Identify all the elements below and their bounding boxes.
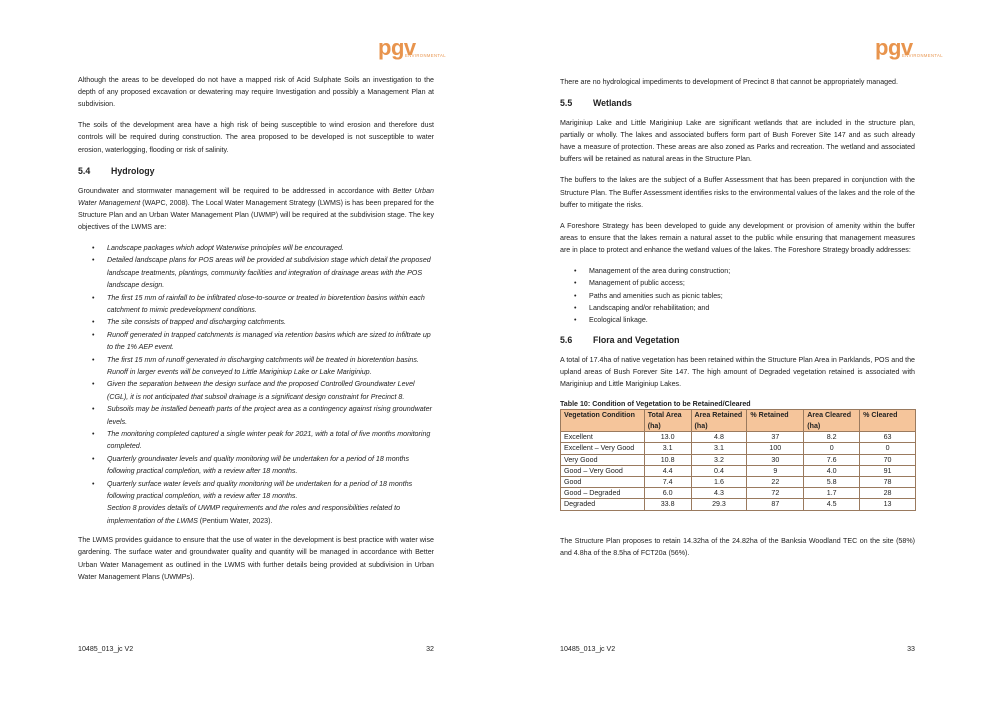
column-header: Vegetation Condition: [561, 410, 645, 432]
section-heading-flora: [560, 334, 915, 346]
section-number: 5.4: [78, 165, 91, 176]
list-item: • The monitoring completed captured a single winter peak for 2021, with a total of five months monitoring completed.: [78, 428, 434, 453]
table-cell: 0.4: [691, 465, 747, 476]
table-cell: 8.2: [804, 432, 860, 443]
table-cell: Excellent: [561, 432, 645, 443]
table-row: [561, 499, 916, 510]
document-reference: 10485_013_jc V2: [78, 644, 134, 653]
table-cell: 22: [747, 476, 804, 487]
table-row: [561, 476, 916, 487]
table-cell: 9: [747, 465, 804, 476]
list-item: • Management of the area during construction;: [560, 265, 915, 277]
list-item: • Detailed landscape plans for POS areas will be provided at subdivision stage which detail the proposed landscape treatments, plantings, community facilities and integration of drainage areas with the POS landscape design.: [78, 254, 434, 291]
page-33-content: [560, 76, 915, 568]
lwms-objectives-list: [78, 242, 434, 527]
acid-sulphate-paragraph: Although the areas to be developed do not have a mapped risk of Acid Sulphate Soils an investigation to the depth of any proposed excavation or dewatering may require Investigation and possibly a Management Plan at subdivision.: [78, 76, 434, 109]
table-row: [561, 465, 916, 476]
logo-subtitle: ENVIRONMENTAL: [405, 53, 446, 58]
page-32: [0, 0, 496, 702]
list-item: • Landscape packages which adopt Waterwise principles will be encouraged.: [78, 242, 434, 254]
table-row: [561, 488, 916, 499]
table-cell: 78: [860, 476, 916, 487]
table-cell: 87: [747, 499, 804, 510]
table-cell: 3.1: [644, 443, 691, 454]
table-cell: 3.1: [691, 443, 747, 454]
table-cell: 29.3: [691, 499, 747, 510]
table-cell: 72: [747, 488, 804, 499]
section-number: 5.6: [560, 334, 573, 345]
column-header: Area Cleared (ha): [804, 410, 860, 432]
column-header: % Cleared: [860, 410, 916, 432]
column-header: Area Retained (ha): [691, 410, 747, 432]
section-title: Hydrology: [111, 165, 155, 176]
table-cell: 70: [860, 454, 916, 465]
hydrology-conclusion-paragraph: There are no hydrological impediments to development of Precinct 8 that cannot be appropriately managed.: [560, 78, 898, 86]
page-number: 33: [907, 644, 915, 653]
table-header-row: [561, 410, 916, 432]
section-title: Flora and Vegetation: [593, 334, 680, 345]
column-header: % Retained: [747, 410, 804, 432]
table-cell: 6.0: [644, 488, 691, 499]
list-item: • Quarterly surface water levels and quality monitoring will be undertaken for a period of 18 months following practical completion, with a review after 18 months. Section 8 provides details of UWMP requirements and the roles and responsibilities related to implementation of the LWMS (Pentium Water, 2023).: [78, 478, 434, 528]
list-item: • Given the separation between the design surface and the proposed Controlled Groundwater Level (CGL), it is not anticipated that subsoil drainage is a significant design constraint for Precinct 8.: [78, 378, 434, 403]
uwmp-note: Section 8 provides details of UWMP requirements and the roles and responsibilities related to implementation of the LWMS (Pentium Water, 2023).: [107, 504, 401, 525]
groundwater-paragraph: Groundwater and stormwater management will be required to be addressed in accordance with Better Urban Water Management (WAPC, 2008). The Local Water Management Strategy (LWMS) is has been prepared for the Structure Plan and an Urban Water Management Plan (UWMP) will be required at the subdivision stage. The key objectives of the LWMS are:: [78, 186, 434, 232]
table-cell: 0: [804, 443, 860, 454]
table-row: [561, 443, 916, 454]
section-heading-hydrology: [78, 165, 434, 177]
column-header: Total Area (ha): [644, 410, 691, 432]
native-vegetation-paragraph: A total of 17.4ha of native vegetation has been retained within the Structure Plan Area in Parklands, POS and the upland areas of Bush Forever Site 147. The high amount of Degraded vegetation retained is associated with Mariginiup and Little Mariginiup Lakes.: [560, 355, 915, 389]
table-cell: Excellent – Very Good: [561, 443, 645, 454]
logo-mark: pgv: [875, 35, 913, 60]
banksia-woodland-paragraph: The Structure Plan proposes to retain 14.32ha of the 24.82ha of the Banksia Woodland TEC on the site (58%) and 4.8ha of the 8.5ha of FCT20a (56%).: [560, 536, 915, 557]
list-item: • Runoff generated in trapped catchments is managed via retention basins which are sized to infiltrate up to the 1% AEP event.: [78, 329, 434, 354]
list-item: • The first 15 mm of runoff generated in discharging catchments will be treated in bioretention basins. Runoff in larger events will be conveyed to Little Mariginiup Lake or Lake Mariginiup.: [78, 354, 434, 379]
wetlands-paragraph: Mariginiup Lake and Little Mariginiup Lake are significant wetlands that are included in the structure plan, partially or wholly. The lakes and associated buffers form part of Bush Forever Site 147 and as such already have a measure of protection. These areas are also zoned as Parks and recreation. The wetland and associated buffers will be retained as natural areas in the Structure Plan.: [560, 118, 915, 164]
table-cell: Good: [561, 476, 645, 487]
logo-mark: pgv: [378, 35, 416, 60]
table-cell: 7.4: [644, 476, 691, 487]
vegetation-condition-table: [560, 409, 916, 510]
table-cell: Degraded: [561, 499, 645, 510]
list-item: • Management of public access;: [560, 277, 915, 289]
table-row: [561, 454, 916, 465]
table-cell: 7.6: [804, 454, 860, 465]
list-item: • The first 15 mm of rainfall to be infiltrated close-to-source or treated in bioretention basins within each catchment to mimic predevelopment conditions.: [78, 292, 434, 317]
table-cell: 63: [860, 432, 916, 443]
list-item: • Subsoils may be installed beneath parts of the project area as a contingency against rising groundwater levels.: [78, 403, 434, 428]
table-cell: 5.8: [804, 476, 860, 487]
list-item: • Ecological linkage.: [560, 314, 915, 326]
section-number: 5.5: [560, 97, 573, 108]
table-cell: 4.3: [691, 488, 747, 499]
list-item: • Quarterly groundwater levels and quality monitoring will be undertaken for a period of 18 months following practical completion, with a review after 18 months.: [78, 453, 434, 478]
table-cell: Good – Degraded: [561, 488, 645, 499]
list-item: • Landscaping and/or rehabilitation; and: [560, 302, 915, 314]
section-title: Wetlands: [593, 97, 632, 108]
list-item: • The site consists of trapped and discharging catchments.: [78, 316, 434, 328]
page-footer: [560, 643, 915, 655]
foreshore-strategy-list: [560, 265, 915, 327]
table-cell: 91: [860, 465, 916, 476]
table-cell: 37: [747, 432, 804, 443]
page-32-content: [78, 74, 434, 592]
logo-subtitle: ENVIRONMENTAL: [902, 53, 943, 58]
table-cell: 1.6: [691, 476, 747, 487]
table-cell: 1.7: [804, 488, 860, 499]
table-cell: 10.8: [644, 454, 691, 465]
table-cell: 13.0: [644, 432, 691, 443]
table-cell: Good – Very Good: [561, 465, 645, 476]
table-cell: Very Good: [561, 454, 645, 465]
lwms-guidance-paragraph: The LWMS provides guidance to ensure that the use of water in the development is best practice with water wise gardening. The surface water and groundwater quality and quantity will be managed in accordance with Better Urban Water Management as outlined in the LWMS with further details being provided at subdivision in Urban Water Management Plans (UWMPs).: [78, 536, 434, 581]
foreshore-paragraph: A Foreshore Strategy has been developed to guide any development or provision of amenity within the buffer areas to ensure that the lakes remain a natural asset to the public while ensuring that management measures are in place to protect and enhance the wetland values of the lakes. The Foreshore Strategy broadly addresses:: [560, 221, 915, 254]
table-cell: 30: [747, 454, 804, 465]
pgv-logo: [378, 35, 446, 60]
pgv-logo: [875, 35, 943, 60]
table-cell: 4.0: [804, 465, 860, 476]
document-reference: 10485_013_jc V2: [560, 644, 616, 653]
table-cell: 4.5: [804, 499, 860, 510]
table-cell: 4.8: [691, 432, 747, 443]
table-cell: 33.8: [644, 499, 691, 510]
page-number: 32: [426, 644, 434, 653]
table-cell: 0: [860, 443, 916, 454]
table-cell: 28: [860, 488, 916, 499]
table-caption: Table 10: Condition of Vegetation to be Retained/Cleared: [560, 400, 751, 409]
page-33: [497, 0, 993, 702]
table-cell: 4.4: [644, 465, 691, 476]
buffer-paragraph: The buffers to the lakes are the subject of a Buffer Assessment that has been prepared in conjunction with the Structure Plan. The Buffer Assessment identifies risks to the environmental values of the lakes and the role of the buffer to mitigate the risks.: [560, 176, 915, 209]
table-cell: 13: [860, 499, 916, 510]
page-footer: [78, 643, 434, 655]
list-item: • Paths and amenities such as picnic tables;: [560, 290, 915, 302]
soils-paragraph: The soils of the development area have a high risk of being susceptible to wind erosion and therefore dust controls will be required during construction. The area proposed to be developed is not susceptible to water erosion, waterlogging, flooding or risk of salinity.: [78, 121, 434, 154]
table-cell: 100: [747, 443, 804, 454]
section-heading-wetlands: [560, 97, 915, 109]
table-cell: 3.2: [691, 454, 747, 465]
table-row: [561, 432, 916, 443]
